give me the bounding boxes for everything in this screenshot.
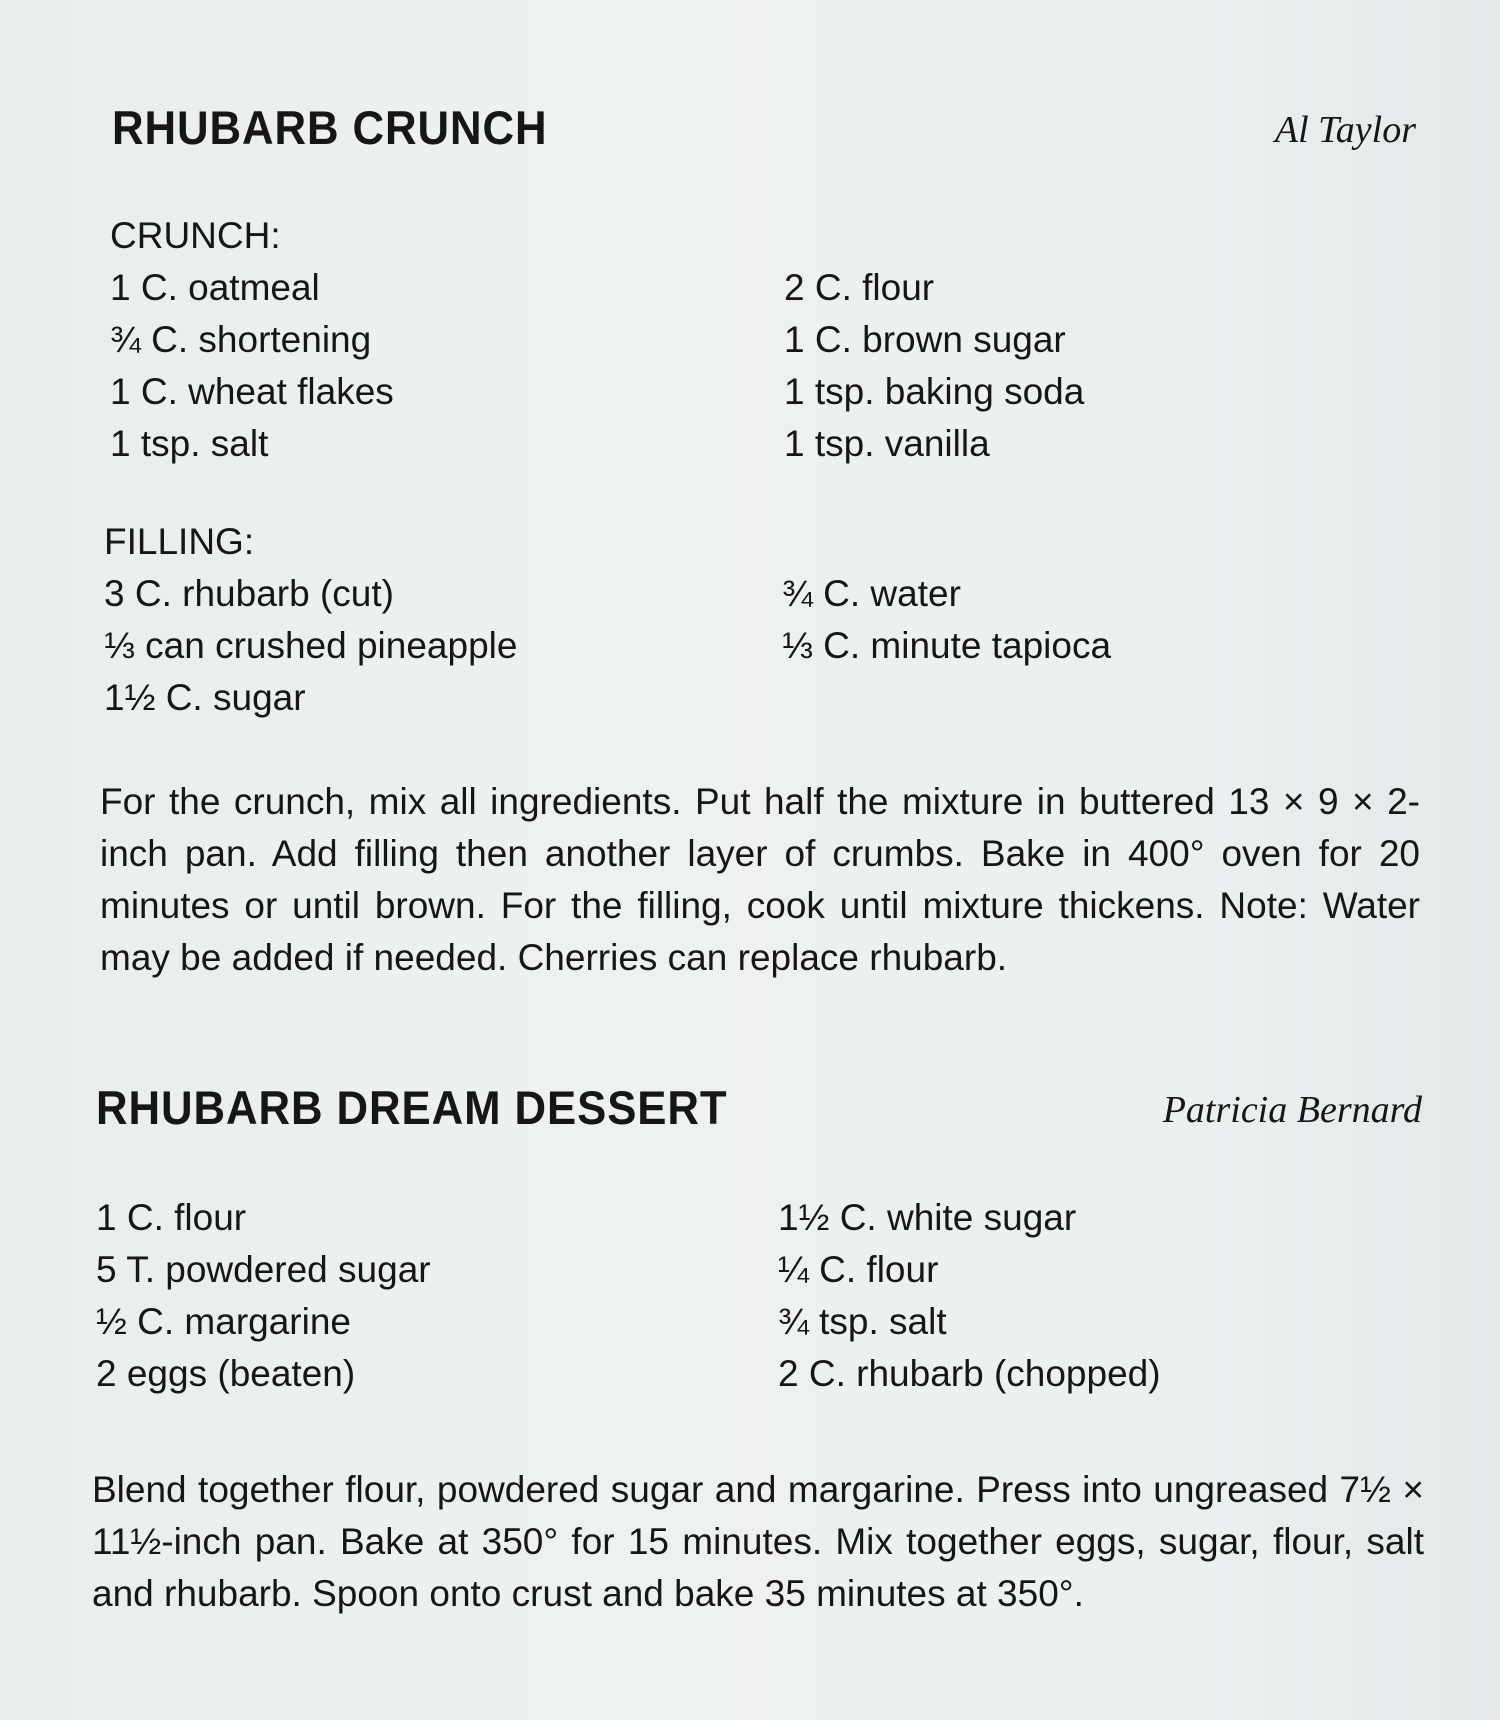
ingredient-item: ⅓ C. minute tapioca — [782, 625, 1112, 666]
recipe-rhubarb-dream-dessert — [0, 1080, 1500, 1614]
recipe-rhubarb-crunch — [0, 100, 1500, 978]
ingredient-item: 1 C. wheat flakes — [110, 371, 394, 412]
recipe-instructions: For the crunch, mix all ingredients. Put half the mixture in buttered 13 × 9 × 2-inch pan. Add filling then another layer of crumbs. Bake in 400° oven for 20 minutes or until brown. For the filling, cook until mixture thickens. Note: Water may be added if needed. Cherries can replace rhubarb. — [100, 781, 1420, 978]
crunch-ingredients-left — [110, 262, 394, 470]
recipe-header — [0, 1080, 1500, 1150]
ingredient-item: 3 C. rhubarb (cut) — [104, 573, 394, 614]
ingredient-item: 1 C. brown sugar — [784, 319, 1066, 360]
ingredient-item: 1 tsp. vanilla — [784, 423, 990, 464]
ingredient-item: 1 tsp. baking soda — [784, 371, 1085, 412]
ingredient-item: ¾ C. shortening — [110, 319, 372, 360]
ingredient-item: ½ C. margarine — [96, 1301, 351, 1342]
filling-ingredients-right — [782, 568, 1111, 672]
ingredient-item: ¼ C. flour — [778, 1249, 939, 1290]
ingredient-item: 2 C. rhubarb (chopped) — [778, 1353, 1161, 1394]
ingredient-item: 2 eggs (beaten) — [96, 1353, 356, 1394]
recipe-author: Patricia Bernard — [1162, 1089, 1422, 1131]
ingredient-item: 1 tsp. salt — [110, 423, 269, 464]
ingredient-item: ⅓ can crushed pineapple — [104, 625, 518, 666]
filling-ingredients-left — [104, 568, 517, 724]
ingredient-item: 5 T. powdered sugar — [96, 1249, 431, 1290]
ingredient-item: 2 C. flour — [784, 267, 935, 308]
ingredient-item: 1 C. oatmeal — [110, 267, 320, 308]
ingredient-item: ¾ C. water — [782, 573, 961, 614]
ingredients-left — [96, 1192, 431, 1400]
ingredient-item: 1½ C. sugar — [104, 677, 306, 718]
crunch-label: CRUNCH: — [110, 215, 281, 256]
recipe-instructions: Blend together flour, powdered sugar and margarine. Press into ungreased 7½ × 11½-inch pan. Bake at 350° for 15 minutes. Mix together eggs, sugar, flour, salt and rhubarb. Spoon onto crust and bake 35 minutes at 350°. — [92, 1469, 1424, 1614]
ingredient-item: 1 C. flour — [96, 1197, 247, 1238]
recipe-title: RHUBARB CRUNCH — [112, 101, 548, 154]
ingredient-item: 1½ C. white sugar — [778, 1197, 1077, 1238]
recipe-header — [0, 100, 1500, 170]
crunch-ingredients-right — [784, 262, 1084, 470]
filling-label: FILLING: — [104, 521, 255, 562]
recipe-author: Al Taylor — [1274, 109, 1416, 151]
ingredient-item: ¾ tsp. salt — [778, 1301, 947, 1342]
ingredients-right — [778, 1192, 1161, 1400]
recipe-title: RHUBARB DREAM DESSERT — [96, 1081, 728, 1134]
